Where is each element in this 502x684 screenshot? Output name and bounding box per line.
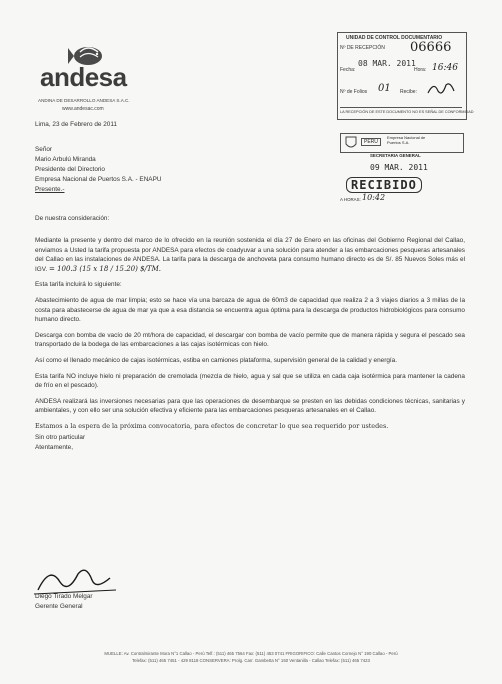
stamp-date: 08 MAR. 2011 (358, 59, 416, 68)
stamp-header: UNIDAD DE CONTROL DOCUMENTARIO (346, 35, 443, 41)
date-line: Lima, 23 de Febrero de 2011 (35, 121, 117, 128)
stamp-dept: SECRETARIA GENERAL (370, 153, 421, 158)
stamp-recibe-label: Recibe: (400, 89, 417, 95)
addressee-block (35, 145, 285, 195)
signer-title: Gerente General (35, 603, 83, 610)
stamp-entity: Empresa Nacional de Puertos S.A. (387, 135, 426, 145)
stamp-hora-value-2: 10:42 (362, 193, 386, 202)
addressee-presente: Presente.- (35, 186, 65, 193)
reception-stamp-enapu (340, 133, 464, 208)
paragraph-9: Sin otro particular (35, 433, 86, 441)
greeting: De nuestra consideración: (35, 215, 110, 222)
stamp-hora-value: 16:46 (432, 63, 458, 73)
handwritten-tariff-note: = 100.3 (15 x 18 / 15.20) $/TM. (48, 264, 161, 273)
stamp-folios-value: 01 (378, 83, 391, 94)
addressee-name: Mario Arbulú Miranda (35, 156, 96, 163)
paragraph-7: ANDESA realizará las inversiones necesarias para que las operaciones de desembarque se presten en las debidas condiciones técnicas, sanitarias y ambientales, y con ello ser una solución efectiva y eficiente para las embarcaciones pesqueras artesanales en el Callao. (35, 397, 465, 415)
paragraph-5: Así como el llenado mecánico de cajas isotérmicas, estiba en camiones plataforma, supervisión general de la calidad y energía. (35, 356, 397, 364)
company-website: www.andesac.com (62, 106, 104, 112)
paragraph-4: Descarga con bomba de vacío de 20 mt/hora de capacidad, el descargar con bomba de vacío permite que de manera rápida y segura el pescado sea transportado de la bodega de las embarcaciones a las cajas isotérmicas con hielo. (35, 331, 465, 349)
footer-line-2: Telefax: (511) 465 7451 - 429 8118 CONSERVERA: Prolg. Carr. Gambetta N° 150 Ventanilla - Callao Telefax: (511) 465 7423 (132, 658, 370, 663)
stamp-footer-note: LA RECEPCIÓN DE ESTE DOCUMENTO NO ES SEÑAL DE CONFORMIDAD (340, 107, 462, 114)
paragraph-8: Estamos a la espera de la próxima convocatoria, para efectos de concretar lo que sea requerido por ustedes. (35, 421, 389, 430)
paragraph-3: Abastecimiento de agua de mar limpia; esto se hace vía una barcaza de agua de 60m3 de capacidad que realiza 2 a 3 viajes diarios a 3 millas de la costa para abastecerse de agua de mar ya que a esa distancia se encuentra agua óptima para la descarga de productos hidrobiológicos para consumo humano directo. (35, 296, 465, 324)
stamp-recepcion-value: 06666 (410, 40, 452, 55)
logo (40, 40, 160, 125)
stamp-recepcion-label: Nº DE RECEPCIÓN (340, 45, 385, 51)
stamp-status: RECIBIDO (346, 177, 422, 193)
reception-stamp-control (337, 32, 474, 120)
paragraph-6: Esta tarifa NO incluye hielo ni preparación de cremolada (mezcla de hielo, agua y sal que se utiliza en cada caja isotérmica para mantener la cadena de frío en el pescado). (35, 372, 465, 390)
closing-atentamente: Atentamente, (35, 444, 74, 452)
letter-body (35, 236, 465, 459)
stamp-fecha-label: Fecha: (340, 67, 356, 73)
signer-name: Diego Tirado Melgar (35, 593, 93, 600)
logo-wordmark: andesa (40, 62, 127, 92)
addressee-salutation: Señor (35, 146, 53, 153)
stamp-hora-label: Hora: (414, 67, 427, 73)
footer-line-1: MUELLE: Av. Contralmirante Mora N°1 Callao - Perú Telf.: (511) 465 7564 Fax: (511) 453 0741 FRIGORIFICO: Calle Cantos Cornejo N° 190 Callao - Perú (104, 651, 398, 656)
coat-of-arms-icon (345, 136, 357, 150)
stamp-folios-label: Nº de Folios (340, 89, 368, 95)
addressee-title: Presidente del Directorio (35, 166, 105, 173)
paragraph-1-text: Mediante la presente y dentro del marco de lo ofrecido en la reunión sostenida el día 27 de Enero en las oficinas del Gobierno Regional del Callao, enviamos a Usted la tarifa propuesta por ANDESA para efectos de coadyuvar a una solución para atender a las embarcaciones pesqueras artesanales del Callao en las instalaciones de ANDESA. La tarifa para la descarga de anchoveta para consumo humano directo es de S/. 85 Nuevos Soles más el IGV. (35, 237, 465, 273)
footer (20, 650, 482, 664)
addressee-company: Empresa Nacional de Puertos S.A. - ENAPU (35, 176, 162, 183)
paragraph-intro (35, 236, 465, 274)
stamp-initials-signature-icon (426, 79, 456, 99)
stamp-hora-label-2: A HORAS: (340, 197, 361, 202)
company-name: ANDINA DE DESARROLLO ANDESA S.A.C. (38, 98, 130, 103)
paragraph-2: Esta tarifa incluirá lo siguiente: (35, 281, 122, 289)
stamp-date-2: 09 MAR. 2011 (370, 163, 428, 172)
stamp-country: PERÚ (361, 138, 381, 146)
